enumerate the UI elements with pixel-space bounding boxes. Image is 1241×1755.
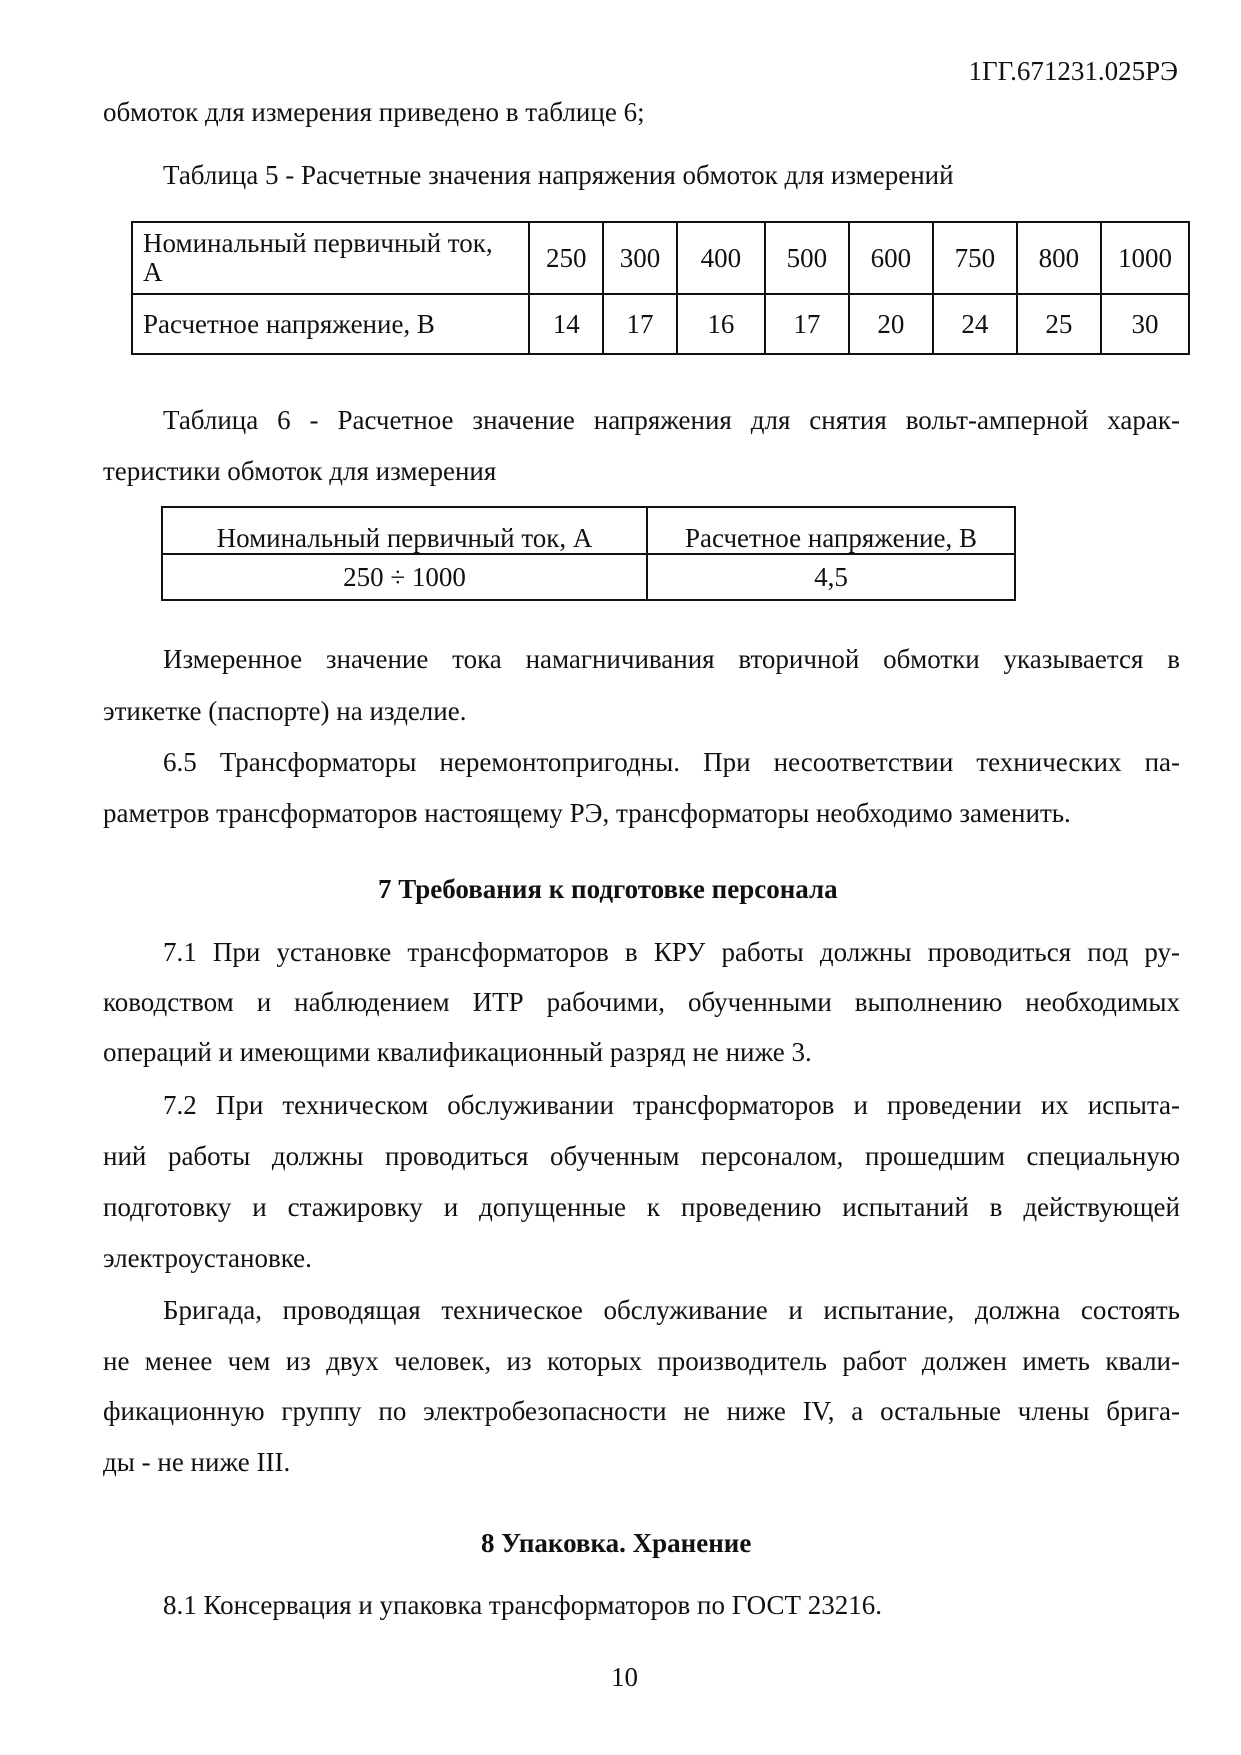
section-7-heading: 7 Требования к подготовке персонала — [378, 874, 838, 904]
paragraph-line: 7.2 При техническом обслуживании трансформаторов и проведении их испыта- — [163, 1090, 1180, 1120]
paragraph-line: ководством и наблюдением ИТР рабочими, обученными выполнению необходимых — [103, 987, 1180, 1017]
table5-row-label — [132, 222, 529, 294]
paragraph-line: 6.5 Трансформаторы неремонтопригодны. При несоответствии технических па- — [163, 747, 1180, 777]
table5-cell: 400 — [677, 222, 765, 294]
table5-cell: 17 — [603, 294, 677, 354]
paragraph-line: фикационную группу по электробезопасности не ниже IV, а остальные члены брига- — [103, 1396, 1180, 1426]
table5-cell: 500 — [765, 222, 849, 294]
paragraph-line: электроустановке. — [103, 1243, 312, 1273]
table5-cell: 800 — [1017, 222, 1101, 294]
paragraph-line: 7.1 При установке трансформаторов в КРУ работы должны проводиться под ру- — [163, 937, 1180, 967]
table5-row-voltage — [132, 294, 1189, 354]
paragraph-line: Измеренное значение тока намагничивания вторичной обмотки указывается в — [163, 644, 1180, 674]
table6-col2-header: Расчетное напряжение, В — [647, 507, 1015, 554]
paragraph-line: ний работы должны проводиться обученным персоналом, прошедшим специальную — [103, 1141, 1180, 1171]
table6 — [161, 506, 1016, 601]
table5-cell: 1000 — [1101, 222, 1189, 294]
paragraph-line: Бригада, проводящая техническое обслуживание и испытание, должна состоять — [163, 1295, 1180, 1325]
table5-caption: Таблица 5 - Расчетные значения напряжения обмоток для измерений — [163, 160, 954, 190]
table5-row-current — [132, 222, 1189, 294]
paragraph-line: 8.1 Консервация и упаковка трансформаторов по ГОСТ 23216. — [163, 1590, 882, 1620]
table6-col1-header: Номинальный первичный ток, А — [162, 507, 647, 554]
table6-header-row — [162, 507, 1015, 554]
table5-row1-label-line1: Номинальный первичный ток, — [143, 228, 493, 258]
table6-cell: 250 ÷ 1000 — [162, 554, 647, 600]
table5-cell: 25 — [1017, 294, 1101, 354]
table5-row-label: Расчетное напряжение, В — [132, 294, 529, 354]
table6-cell: 4,5 — [647, 554, 1015, 600]
table5-cell: 14 — [529, 294, 603, 354]
table6-caption-line2: теристики обмоток для измерения — [103, 456, 497, 486]
table6-row — [162, 554, 1015, 600]
table5-cell: 250 — [529, 222, 603, 294]
section-8-heading: 8 Упаковка. Хранение — [481, 1528, 752, 1558]
page-number: 10 — [611, 1662, 638, 1692]
table5-cell: 600 — [849, 222, 933, 294]
table5-row1-label-line2: А — [143, 257, 163, 287]
paragraph-line: этикетке (паспорте) на изделие. — [103, 696, 467, 726]
paragraph-line: не менее чем из двух человек, из которых производитель работ должен иметь квали- — [103, 1346, 1180, 1376]
paragraph-line: раметров трансформаторов настоящему РЭ, трансформаторы необходимо заменить. — [103, 798, 1071, 828]
paragraph-line: ды - не ниже III. — [103, 1447, 291, 1477]
intro-line: обмоток для измерения приведено в таблице 6; — [103, 97, 645, 127]
table5-cell: 16 — [677, 294, 765, 354]
paragraph-line: операций и имеющими квалификационный разряд не ниже 3. — [103, 1037, 812, 1067]
table5-cell: 300 — [603, 222, 677, 294]
table6-caption-line1: Таблица 6 - Расчетное значение напряжения для снятия вольт-амперной харак- — [163, 405, 1180, 435]
table5-cell: 24 — [933, 294, 1017, 354]
table5-cell: 17 — [765, 294, 849, 354]
table5-cell: 30 — [1101, 294, 1189, 354]
document-code: 1ГГ.671231.025РЭ — [968, 56, 1178, 86]
paragraph-line: подготовку и стажировку и допущенные к проведению испытаний в действующей — [103, 1192, 1180, 1222]
table5-cell: 20 — [849, 294, 933, 354]
table5-cell: 750 — [933, 222, 1017, 294]
table5 — [131, 221, 1190, 355]
